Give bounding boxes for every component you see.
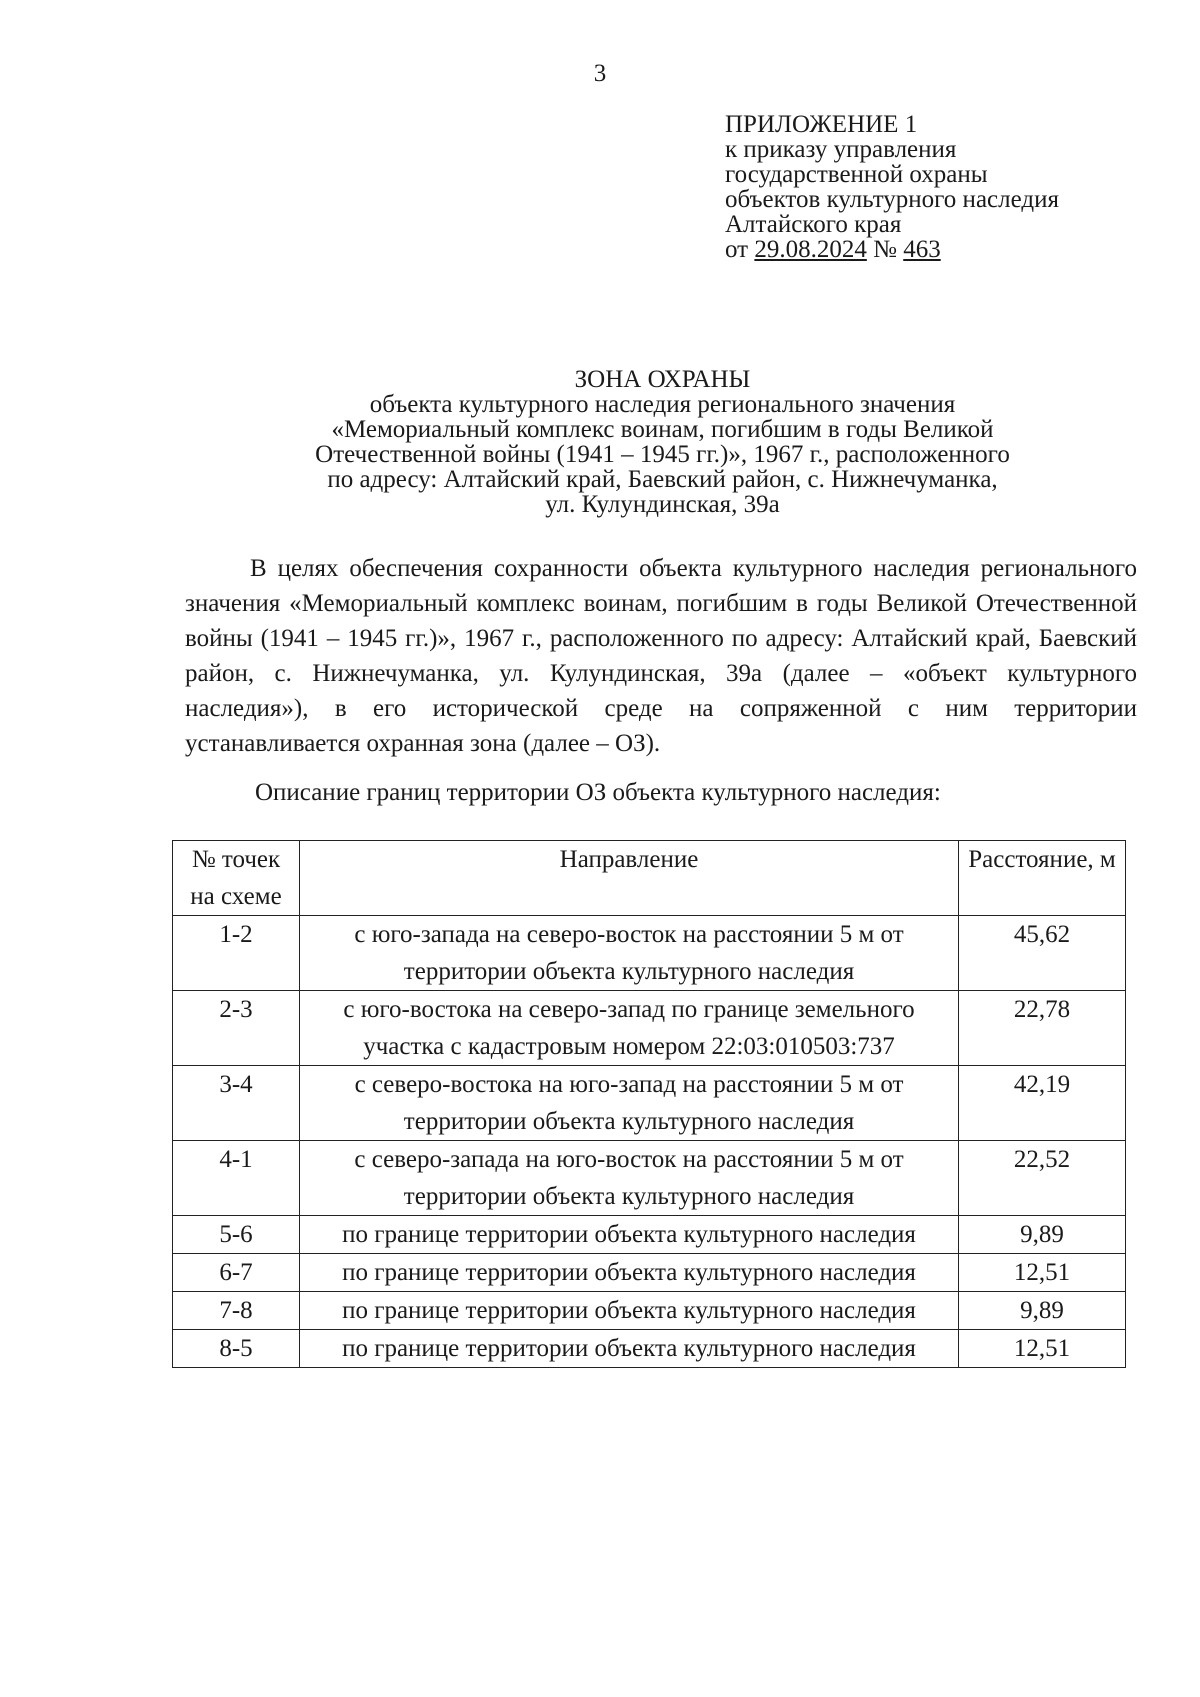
annex-title: ПРИЛОЖЕНИЕ 1 <box>725 111 918 138</box>
cell-distance: 22,78 <box>959 991 1126 1066</box>
cell-distance: 12,51 <box>959 1254 1126 1292</box>
cell-direction: с юго-запада на северо-восток на расстоянии 5 м от территории объекта культурного наследия <box>300 916 959 991</box>
cell-distance: 22,52 <box>959 1141 1126 1216</box>
table-header-row <box>173 841 1126 916</box>
cell-points: 1-2 <box>173 916 300 991</box>
cell-distance: 45,62 <box>959 916 1126 991</box>
annex-number-sign: № <box>873 236 897 263</box>
cell-direction: с северо-востока на юго-запад на расстоянии 5 м от территории объекта культурного наследия <box>300 1066 959 1141</box>
boundary-table <box>172 840 1126 1368</box>
annex-line: к приказу управления <box>725 136 957 163</box>
heading-line: ул. Кулундинская, 39а <box>545 491 780 518</box>
annex-line: Алтайского края <box>725 211 902 238</box>
cell-points: 6-7 <box>173 1254 300 1292</box>
header-distance: Расстояние, м <box>959 841 1126 916</box>
cell-points: 5-6 <box>173 1216 300 1254</box>
table-row <box>173 916 1126 991</box>
cell-direction: по границе территории объекта культурного наследия <box>300 1216 959 1254</box>
heading-line: по адресу: Алтайский край, Баевский район, с. Нижнечуманка, <box>327 466 998 493</box>
cell-distance: 12,51 <box>959 1330 1126 1368</box>
table-row <box>173 1330 1126 1368</box>
table-row <box>173 1066 1126 1141</box>
cell-points: 3-4 <box>173 1066 300 1141</box>
cell-direction: с северо-запада на юго-восток на расстоянии 5 м от территории объекта культурного наследия <box>300 1141 959 1216</box>
cell-distance: 9,89 <box>959 1216 1126 1254</box>
annex-block <box>725 112 1059 262</box>
cell-direction: по границе территории объекта культурного наследия <box>300 1330 959 1368</box>
cell-direction: по границе территории объекта культурного наследия <box>300 1292 959 1330</box>
page-number: 3 <box>593 60 607 87</box>
annex-line: объектов культурного наследия <box>725 186 1059 213</box>
cell-distance: 9,89 <box>959 1292 1126 1330</box>
annex-date: 29.08.2024 <box>754 236 867 263</box>
header-points: № точек на схеме <box>173 841 300 916</box>
zone-heading <box>0 367 1200 517</box>
annex-date-line <box>725 237 1059 262</box>
heading-title: ЗОНА ОХРАНЫ <box>574 366 751 393</box>
annex-line: государственной охраны <box>725 161 988 188</box>
intro-text: В целях обеспечения сохранности объекта культурного наследия регионального значения «Мемориальный комплекс воинам, погибшим в годы Великой Отечественной войны (1941 – 1945 гг.)», 1967 г., расположенного по адресу: Алтайский край, Баевский район, с. Нижнечуманка, ул. Кулундинская, 39а (далее – «объект культурного наследия»), в его исторической среде на сопряженной с ним территории устанавливается охранная зона (далее – ОЗ). <box>185 555 1137 757</box>
cell-points: 4-1 <box>173 1141 300 1216</box>
table-caption: Описание границ территории ОЗ объекта культурного наследия: <box>255 779 941 806</box>
cell-direction: по границе территории объекта культурного наследия <box>300 1254 959 1292</box>
annex-date-prefix: от <box>725 236 749 263</box>
table-row <box>173 1254 1126 1292</box>
table-row <box>173 1141 1126 1216</box>
cell-distance: 42,19 <box>959 1066 1126 1141</box>
heading-line: Отечественной войны (1941 – 1945 гг.)», 1967 г., расположенного <box>315 441 1010 468</box>
cell-points: 7-8 <box>173 1292 300 1330</box>
cell-direction: с юго-востока на северо-запад по границе земельного участка с кадастровым номером 22:03:010503:737 <box>300 991 959 1066</box>
heading-line: объекта культурного наследия регионального значения <box>369 391 956 418</box>
cell-points: 8-5 <box>173 1330 300 1368</box>
cell-points: 2-3 <box>173 991 300 1066</box>
table-row <box>173 991 1126 1066</box>
table-row <box>173 1216 1126 1254</box>
heading-line: «Мемориальный комплекс воинам, погибшим в годы Великой <box>331 416 994 443</box>
header-direction: Направление <box>300 841 959 916</box>
annex-number: 463 <box>903 236 941 263</box>
table-row <box>173 1292 1126 1330</box>
intro-paragraph <box>185 551 1137 761</box>
